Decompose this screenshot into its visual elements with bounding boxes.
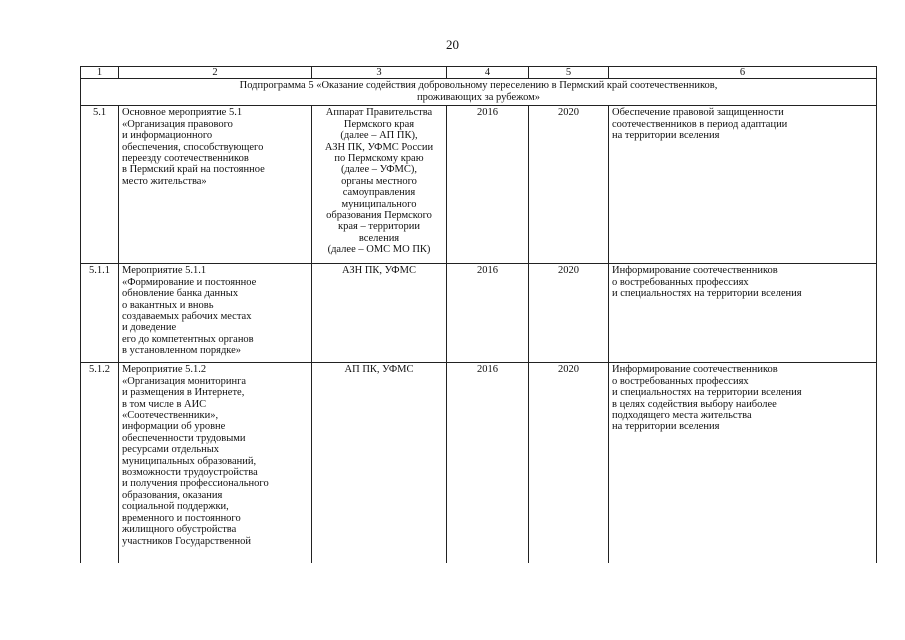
executor: Аппарат Правительства Пермского края (далее – АП ПК), АЗН ПК, УФМС России по Пермскому краю (далее – УФМС), органы местного самоуправления муниципального образования Пермского края – территории вселения (далее – ОМС МО ПК) (312, 106, 447, 264)
start-year: 2016 (447, 106, 529, 264)
column-number: 6 (609, 67, 877, 79)
table-row (81, 106, 877, 264)
column-number: 2 (119, 67, 312, 79)
column-number-row (81, 67, 877, 79)
end-year: 2020 (529, 363, 609, 564)
subprogram-title: Подпрограмма 5 «Оказание содействия добровольному переселению в Пермский край соотечественников, проживающих за рубежом» (81, 79, 877, 106)
start-year: 2016 (447, 264, 529, 363)
page-number: 20 (446, 37, 459, 52)
start-year: 2016 (447, 363, 529, 564)
end-year: 2020 (529, 264, 609, 363)
expected-result: Информирование соотечественников о востребованных профессиях и специальностях на территории вселения в целях содействия выбору наиболее подходящего места жительства на территории вселения (609, 363, 877, 564)
table-row (81, 363, 877, 564)
row-number: 5.1 (81, 106, 119, 264)
activity-name: Основное мероприятие 5.1 «Организация правового и информационного обеспечения, способствующего переезду соотечественников в Пермский край на постоянное место жительства» (119, 106, 312, 264)
column-number: 1 (81, 67, 119, 79)
subprogram-row (81, 79, 877, 106)
executor: АП ПК, УФМС (312, 363, 447, 564)
expected-result: Обеспечение правовой защищенности соотечественников в период адаптации на территории вселения (609, 106, 877, 264)
end-year: 2020 (529, 106, 609, 264)
column-number: 4 (447, 67, 529, 79)
executor: АЗН ПК, УФМС (312, 264, 447, 363)
row-number: 5.1.2 (81, 363, 119, 564)
program-table (80, 66, 877, 563)
activity-name: Мероприятие 5.1.2 «Организация мониторинга и размещения в Интернете, в том числе в АИС «Соотечественники», информации об уровне обеспеченности трудовыми ресурсами отдельных муниципальных образований, возможности трудоустройства и получения профессионального образования, оказания социальной поддержки, временного и постоянного жилищного обустройства участников Государственной (119, 363, 312, 564)
table-row (81, 264, 877, 363)
expected-result: Информирование соотечественников о востребованных профессиях и специальностях на территории вселения (609, 264, 877, 363)
column-number: 5 (529, 67, 609, 79)
activity-name: Мероприятие 5.1.1 «Формирование и постоянное обновление банка данных о вакантных и вновь создаваемых рабочих местах и доведение его до компетентных органов в установленном порядке» (119, 264, 312, 363)
row-number: 5.1.1 (81, 264, 119, 363)
column-number: 3 (312, 67, 447, 79)
